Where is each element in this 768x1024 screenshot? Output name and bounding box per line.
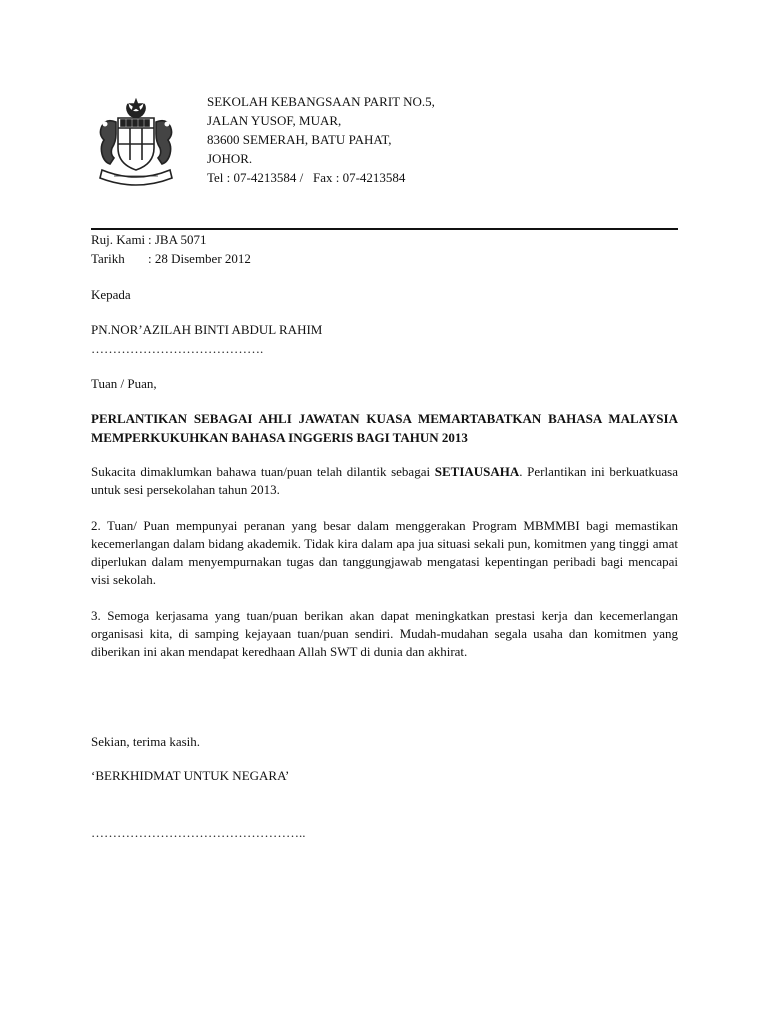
- reference-row: [91, 231, 491, 250]
- address-line-street: JALAN YUSOF, MUAR,: [207, 113, 342, 128]
- paragraph-1-text-start: Sukacita dimaklumkan bahawa tuan/puan telah dilantik sebagai: [91, 464, 435, 479]
- date-label: Tarikh: [91, 251, 125, 266]
- recipient-name: PN.NOR’AZILAH BINTI ABDUL RAHIM: [91, 322, 323, 337]
- signature-dots: …………………………………………..: [91, 825, 306, 840]
- address-line-postcode: 83600 SEMERAH, BATU PAHAT,: [207, 132, 392, 147]
- school-address-block: [207, 92, 627, 187]
- paragraph-1: [91, 463, 678, 499]
- appointment-position: SETIAUSAHA: [434, 464, 520, 479]
- date-value: : 28 Disember 2012: [148, 251, 251, 266]
- school-name: SEKOLAH KEBANGSAAN PARIT NO.5,: [207, 94, 435, 109]
- kepada-label: Kepada: [91, 287, 131, 302]
- paragraph-2: 2. Tuan/ Puan mempunyai peranan yang besar dalam menggerakan Program MBMMBI bagi memastikan kecemerlangan dalam bidang akademik. Tidak kira dalam apa jua situasi sekali pun, komitmen yang tinggi amat diperlukan dalam menyempurnakan tugas dan tanggungjawab mengatasi kepentingan peribadi bagi mencapai visi sekolah.: [91, 518, 678, 587]
- reference-value: : JBA 5071: [148, 232, 207, 247]
- address-line-state: JOHOR.: [207, 151, 253, 166]
- closing-thanks: Sekian, terima kasih.: [91, 734, 201, 749]
- paragraph-1-text-end: . Perlantikan ini berkuatkuasa untuk sesi persekolahan tahun 2013.: [91, 464, 678, 497]
- letter-subject: PERLANTIKAN SEBAGAI AHLI JAWATAN KUASA MEMARTABATKAN BAHASA MALAYSIA MEMPERKUKUHKAN BAHASA INGGERIS BAGI TAHUN 2013: [91, 411, 678, 445]
- reference-block: [91, 231, 491, 269]
- salutation: Tuan / Puan,: [91, 376, 157, 391]
- recipient-address-dots: ………………………………….: [91, 341, 264, 356]
- reference-label: Ruj. Kami: [91, 232, 146, 247]
- paragraph-3: 3. Semoga kerjasama yang tuan/puan berikan akan dapat meningkatkan prestasi kerja dan kecemerlangan organisasi kita, di samping kejayaan tuan/puan sendiri. Mudah-mudahan segala usaha dan komitmen yang diberikan ini akan mendapat keredhaan Allah SWT di dunia dan akhirat.: [91, 608, 678, 659]
- contact-line: Tel : 07-4213584 / Fax : 07-4213584: [207, 170, 406, 185]
- date-row: [91, 250, 491, 269]
- header-divider: [91, 228, 678, 230]
- coat-of-arms-logo: [92, 98, 180, 188]
- motto: ‘BERKHIDMAT UNTUK NEGARA’: [91, 768, 290, 783]
